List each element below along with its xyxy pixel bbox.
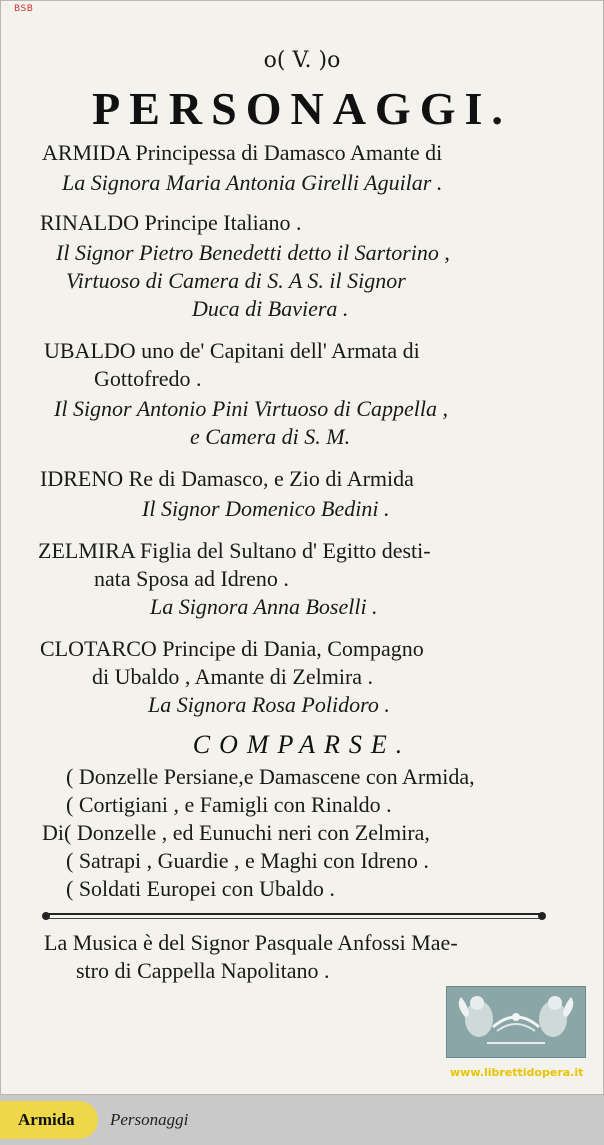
- cherubs-logo-icon: [446, 986, 586, 1058]
- role-ubaldo-cont: Gottofredo .: [94, 366, 202, 391]
- comparse-line: ( Donzelle Persiane,e Damascene con Armida,: [66, 764, 475, 789]
- library-stamp: BSB: [14, 4, 34, 14]
- singer-rinaldo-line3: Duca di Baviera .: [192, 296, 349, 321]
- role-idreno: IDRENO Re di Damasco, e Zio di Armida: [40, 466, 414, 491]
- role-clotarco: CLOTARCO Principe di Dania, Compagno: [40, 636, 424, 661]
- role-rinaldo: RINALDO Principe Italiano .: [40, 210, 302, 235]
- singer-armida: La Signora Maria Antonia Girelli Aguilar .: [62, 170, 443, 195]
- comparse-line: ( Soldati Europei con Ubaldo .: [66, 876, 335, 901]
- comparse-heading: COMPARSE.: [192, 730, 412, 759]
- opera-title[interactable]: Armida: [18, 1110, 75, 1129]
- singer-clotarco: La Signora Rosa Polidoro .: [148, 692, 390, 717]
- page-title: PERSONAGGI.: [92, 83, 512, 134]
- footer-bar: [0, 1095, 604, 1145]
- singer-idreno: Il Signor Domenico Bedini .: [142, 496, 390, 521]
- music-credit-line2: stro di Cappella Napolitano .: [76, 958, 330, 983]
- role-zelmira: ZELMIRA Figlia del Sultano d' Egitto desti-: [38, 538, 431, 563]
- role-zelmira-cont: nata Sposa ad Idreno .: [94, 566, 289, 591]
- ornamental-rule: [46, 912, 542, 922]
- singer-zelmira: La Signora Anna Boselli .: [150, 594, 378, 619]
- singer-rinaldo-line2: Virtuoso di Camera di S. A S. il Signor: [66, 268, 406, 293]
- role-clotarco-cont: di Ubaldo , Amante di Zelmira .: [92, 664, 374, 689]
- comparse-line: ( Satrapi , Guardie , e Maghi con Idreno .: [66, 848, 429, 873]
- role-ubaldo: UBALDO uno de' Capitani dell' Armata di: [44, 338, 420, 363]
- page-number: o( V. )o: [263, 48, 341, 73]
- role-armida: ARMIDA Principessa di Damasco Amante di: [42, 140, 443, 165]
- site-link[interactable]: www.librettidopera.it: [450, 1066, 584, 1079]
- comparse-line: ( Cortigiani , e Famigli con Rinaldo .: [66, 792, 392, 817]
- music-credit-line1: La Musica è del Signor Pasquale Anfossi Mae-: [44, 930, 458, 955]
- singer-ubaldo-line1: Il Signor Antonio Pini Virtuoso di Cappella ,: [54, 396, 448, 421]
- comparse-line: Di( Donzelle , ed Eunuchi neri con Zelmira,: [42, 820, 430, 845]
- singer-rinaldo-line1: Il Signor Pietro Benedetti detto il Sartorino ,: [56, 240, 450, 265]
- section-label: Personaggi: [110, 1110, 189, 1129]
- singer-ubaldo-line2: e Camera di S. M.: [190, 424, 351, 449]
